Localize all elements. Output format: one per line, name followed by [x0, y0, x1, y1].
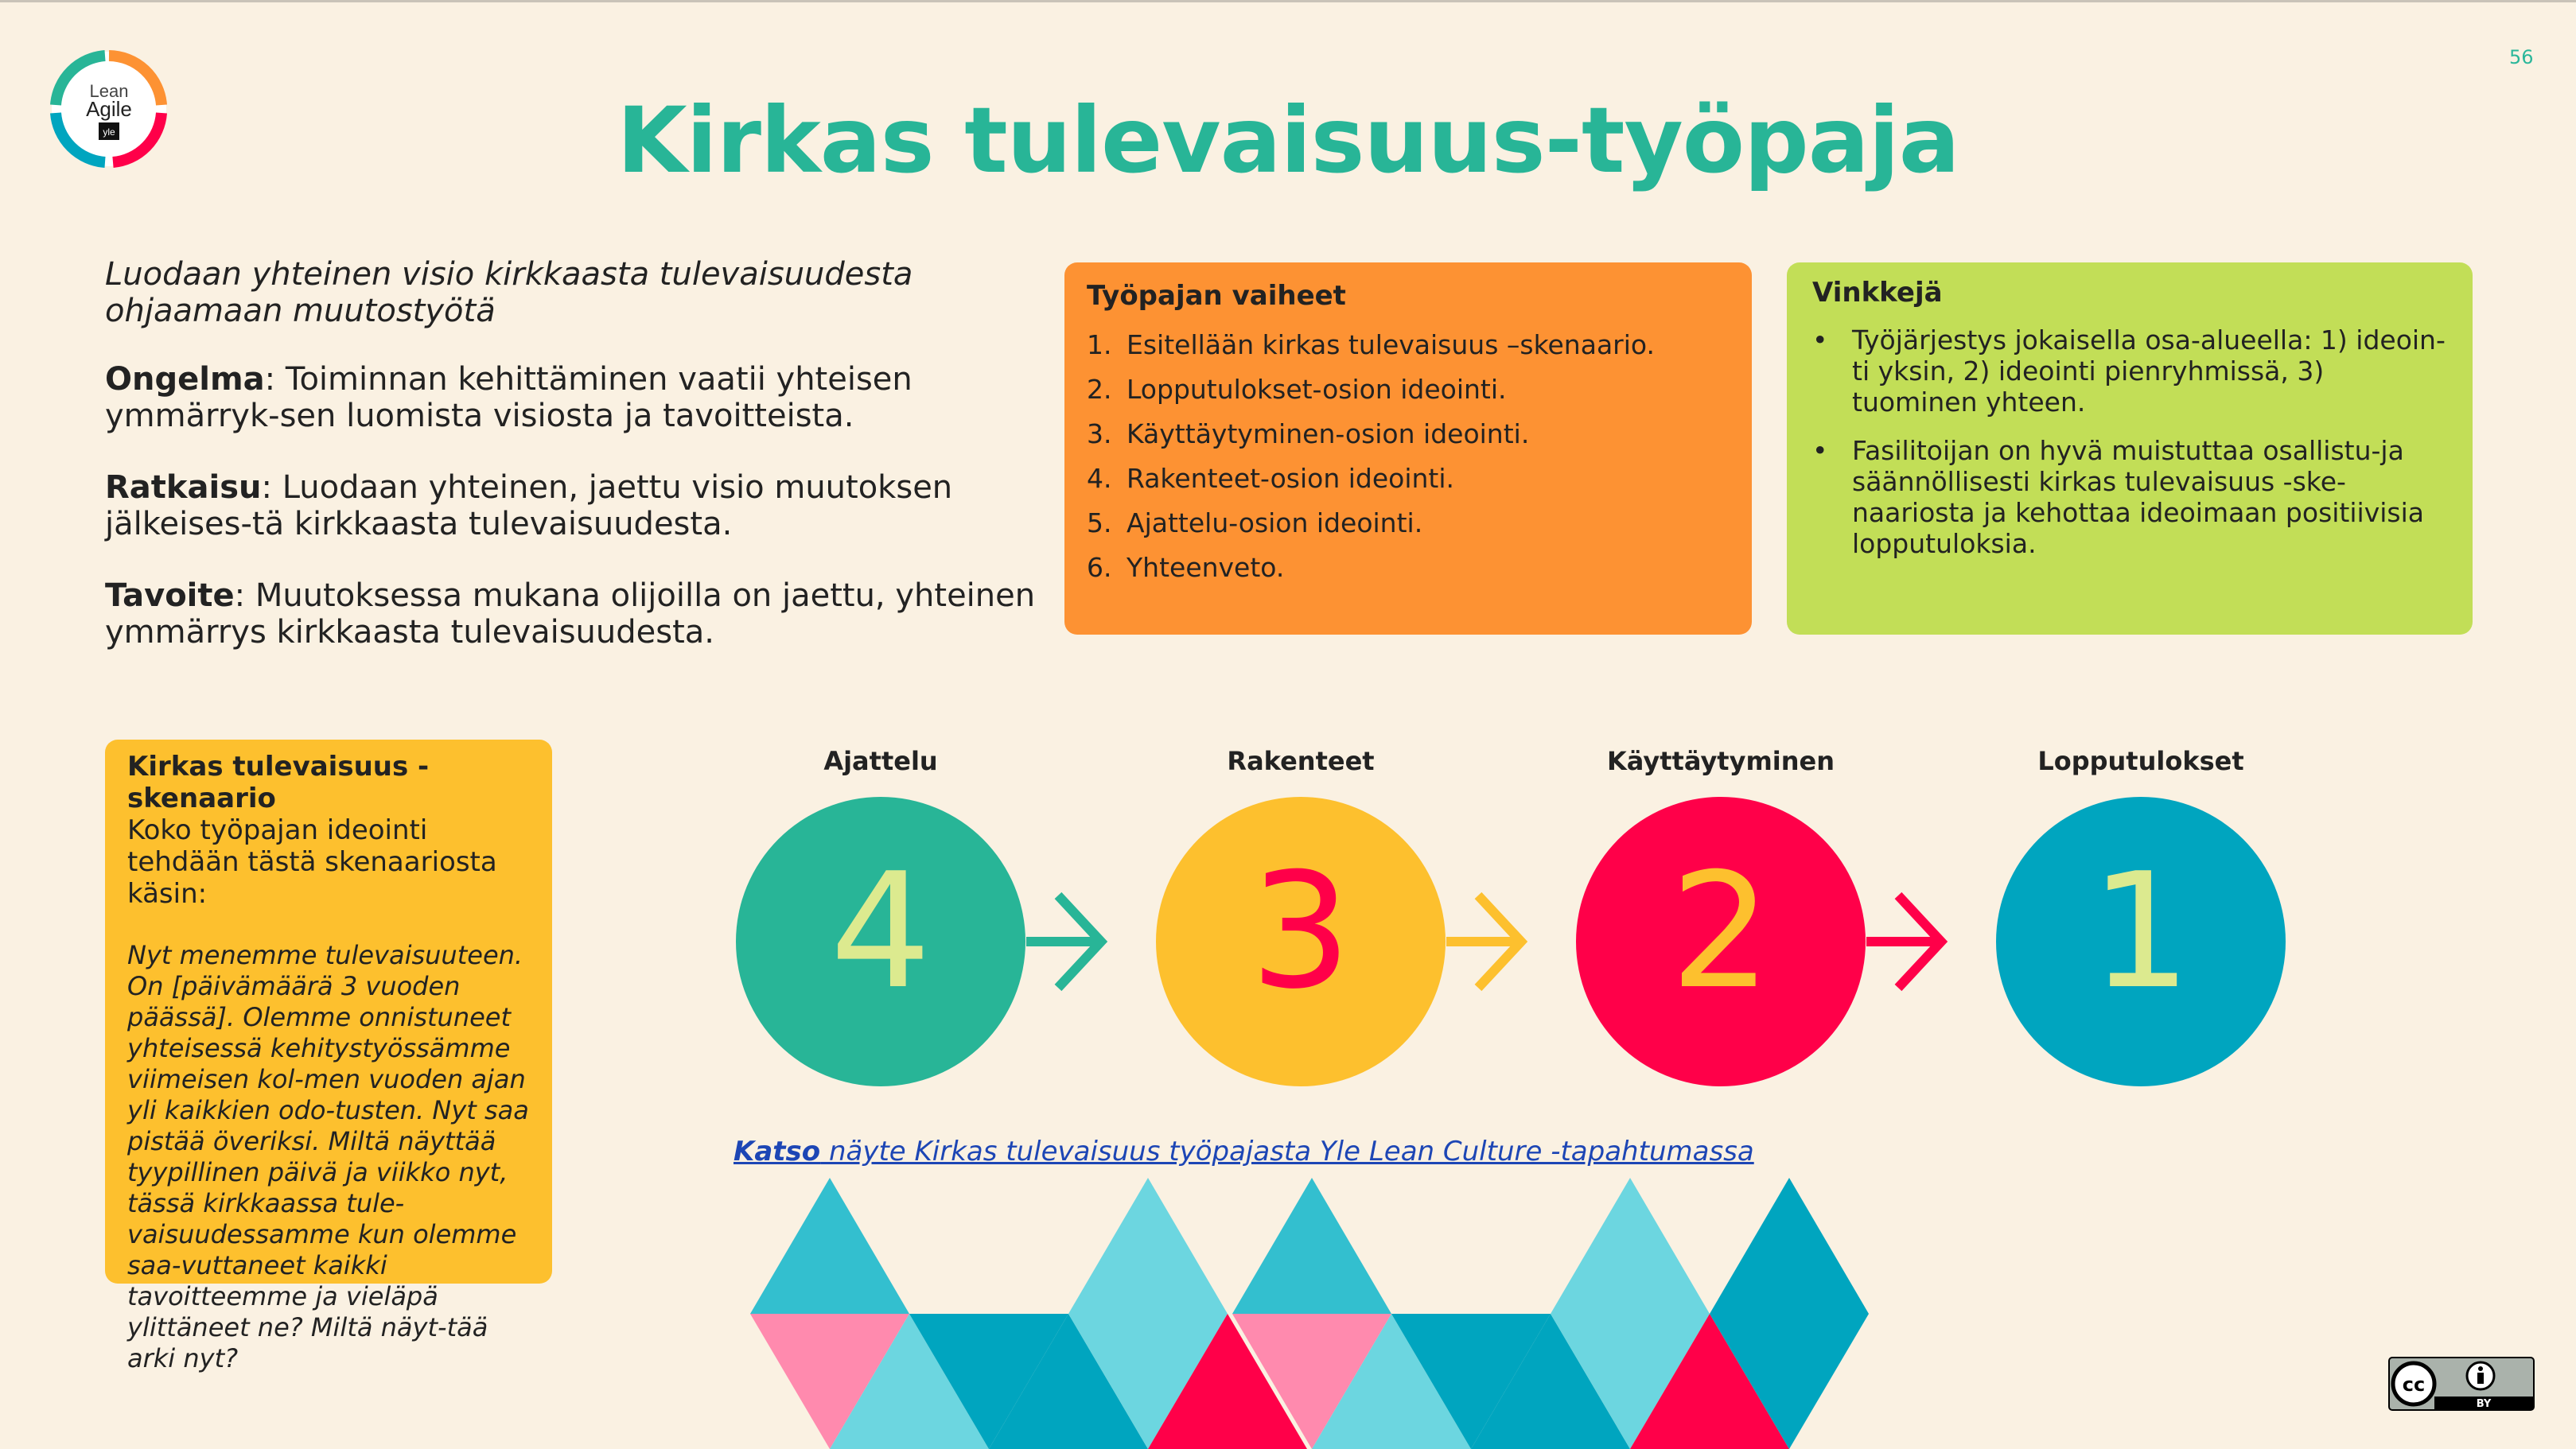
step-number: 6.	[1087, 552, 1112, 583]
scenario-lead: Koko työpajan ideointi tehdään tästä skenaariosta käsin:	[127, 814, 497, 910]
phase-label-ajattelu: Ajattelu	[823, 746, 938, 776]
goal-label: Tavoite	[105, 577, 235, 614]
step-text: Ajattelu-osion ideointi.	[1127, 507, 1423, 538]
tip-text: Fasilitoijan on hyvä muistuttaa osallistu-ja säännöllisesti kirkas tulevaisuus -ske-naariosta ja kehottaa ideoimaan positiivisia lopputuloksia.	[1852, 435, 2424, 559]
logo-text-lean: Lean	[89, 81, 129, 101]
problem-text: : Toiminnan kehittäminen vaatii yhteisen ymmärryk-sen luomista visiosta ja tavoitteista.	[105, 361, 912, 434]
phase-label-lopputulokset: Lopputulokset	[2037, 746, 2244, 776]
page-number: 56	[2509, 46, 2534, 68]
arrow-right-icon	[1866, 895, 1941, 988]
license-badge-text: BY	[2476, 1398, 2492, 1410]
bullet-icon: •	[1812, 435, 1828, 466]
link-bold[interactable]: Katso	[733, 1136, 821, 1167]
phase-number-1: 1	[2090, 839, 2192, 1024]
scenario-heading: Kirkas tulevaisuus -skenaario	[127, 751, 430, 814]
cc-by-license-badge	[2388, 1357, 2535, 1411]
phase-label-kayttaytyminen: Käyttäytyminen	[1606, 746, 1835, 776]
step-number: 1.	[1087, 329, 1112, 360]
step-number: 3.	[1087, 418, 1112, 449]
phase-number-2: 2	[1670, 839, 1772, 1024]
sample-video-link[interactable]	[733, 1136, 1754, 1167]
step-number: 5.	[1087, 507, 1112, 538]
goal-text: : Muutoksessa mukana olijoilla on jaettu, yhteinen ymmärrys kirkkaasta tulevaisuudesta.	[105, 577, 1036, 651]
arrow-right-icon	[1026, 895, 1101, 988]
logo-badge-yle: yle	[103, 126, 115, 138]
step-text: Käyttäytyminen-osion ideointi.	[1127, 418, 1530, 449]
page-title: Kirkas tulevaisuus-työpaja	[617, 87, 1959, 193]
phase-label-rakenteet: Rakenteet	[1227, 746, 1375, 776]
logo-text-agile: Agile	[86, 97, 132, 121]
scenario-text: Nyt menemme tulevaisuuteen. On [päivämäärä 3 vuoden päässä]. Olemme onnistuneet yhteisessä kehitystyössämme viimeisen kol-men vuoden ajan yli kaikkien odo-tusten. Nyt saa pistää överiksi. Miltä näyttää tyypillinen päivä ja viikko nyt, tässä kirkkaassa tule-vaisuudessamme kun olemme saa-vuttaneet kaikki tavoitteemme ja vieläpä ylittäneet ne? Miltä näyt-tää arki nyt?	[127, 940, 529, 1373]
step-number: 4.	[1087, 463, 1112, 494]
svg-text:cc: cc	[2402, 1373, 2426, 1396]
step-text: Yhteenveto.	[1127, 552, 1285, 583]
bullet-icon: •	[1812, 324, 1828, 355]
workshop-phases-heading: Työpajan vaiheet	[1087, 280, 1346, 312]
phase-number-4: 4	[830, 839, 932, 1024]
tip-text: Työjärjestys jokaisella osa-alueella: 1) ideoin-ti yksin, 2) ideointi pienryhmissä, 3) tuominen yhteen.	[1852, 324, 2446, 418]
phase-number-3: 3	[1250, 839, 1352, 1024]
link-text[interactable]: näyte Kirkas tulevaisuus työpajasta Yle Lean Culture -tapahtumassa	[820, 1136, 1754, 1167]
solution-label: Ratkaisu	[105, 469, 262, 506]
step-text: Lopputulokset-osion ideointi.	[1127, 374, 1507, 405]
step-text: Rakenteet-osion ideointi.	[1127, 463, 1455, 494]
problem-label: Ongelma	[105, 361, 265, 398]
decorative-triangle-pattern	[750, 1178, 1869, 1449]
intro-subtitle: Luodaan yhteinen visio kirkkaasta tulevaisuudesta ohjaamaan muutostyötä	[105, 256, 913, 329]
step-text: Esitellään kirkas tulevaisuus –skenaario.	[1127, 329, 1655, 360]
arrow-right-icon	[1446, 895, 1521, 988]
solution-text: : Luodaan yhteinen, jaettu visio muutoksen jälkeises-tä kirkkaasta tulevaisuudesta.	[105, 469, 953, 542]
step-number: 2.	[1087, 374, 1112, 405]
tips-heading: Vinkkejä	[1812, 277, 1943, 309]
